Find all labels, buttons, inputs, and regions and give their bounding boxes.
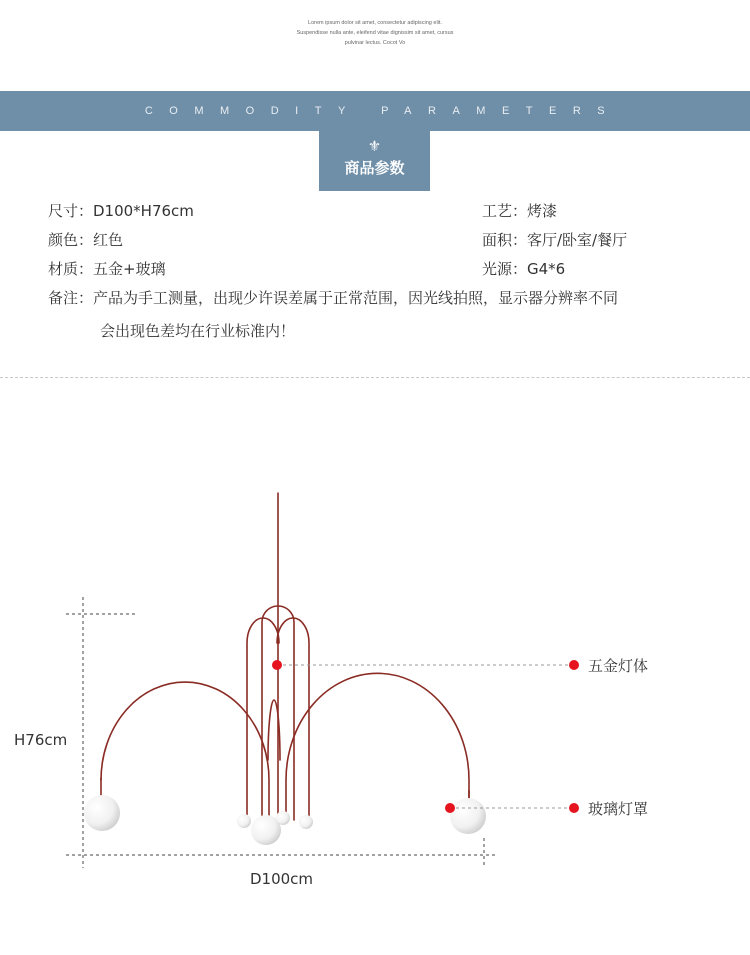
param-color: 颜色：红色 bbox=[48, 231, 124, 249]
param-note: 备注：产品为手工测量，出现少许误差属于正常范围，因光线拍照，显示器分辨率不同 bbox=[48, 289, 619, 307]
globe-small-middle bbox=[276, 811, 290, 825]
lorem-line: Lorem ipsum dolor sit amet, consectetur adipiscing elit. bbox=[308, 20, 442, 26]
dimension-lines bbox=[66, 597, 496, 868]
left-upper-arch bbox=[247, 618, 279, 820]
drop-rods bbox=[101, 778, 469, 802]
callout-body bbox=[272, 660, 579, 670]
param-size: 尺寸：D100*H76cm bbox=[48, 202, 194, 220]
globe-small-right bbox=[299, 815, 313, 829]
globe-large-right bbox=[450, 798, 486, 834]
glass-globes bbox=[84, 795, 486, 845]
right-large-arch bbox=[286, 673, 469, 820]
fleur-de-lis-icon: ⚜ bbox=[367, 137, 382, 155]
param-area: 面积：客厅/卧室/餐厅 bbox=[482, 231, 628, 249]
left-large-arch bbox=[101, 682, 269, 820]
lorem-line: pulvinar lectus. Cocot Vo bbox=[344, 40, 406, 46]
right-upper-arch bbox=[277, 618, 309, 820]
param-craft: 工艺：烤漆 bbox=[482, 202, 558, 220]
height-label: H76cm bbox=[14, 731, 68, 749]
section-title: 商品参数 bbox=[344, 159, 405, 177]
callout-label-body: 五金灯体 bbox=[588, 657, 649, 675]
param-note-continued: 会出现色差均在行业标准内！ bbox=[100, 322, 296, 340]
param-light: 光源：G4*6 bbox=[482, 260, 566, 278]
globe-large-left bbox=[84, 795, 120, 831]
band-title: COMMODITY PARAMETERS bbox=[144, 105, 622, 117]
globe-small-left bbox=[237, 814, 251, 828]
param-material: 材质：五金+玻璃 bbox=[48, 260, 166, 278]
callout-label-shade: 玻璃灯罩 bbox=[588, 800, 649, 818]
width-label: D100cm bbox=[250, 870, 314, 888]
lorem-line: Suspendisse nulla ante, eleifend vitae dignissim sit amet, cursus bbox=[296, 30, 454, 36]
lamp-frame bbox=[101, 493, 469, 828]
